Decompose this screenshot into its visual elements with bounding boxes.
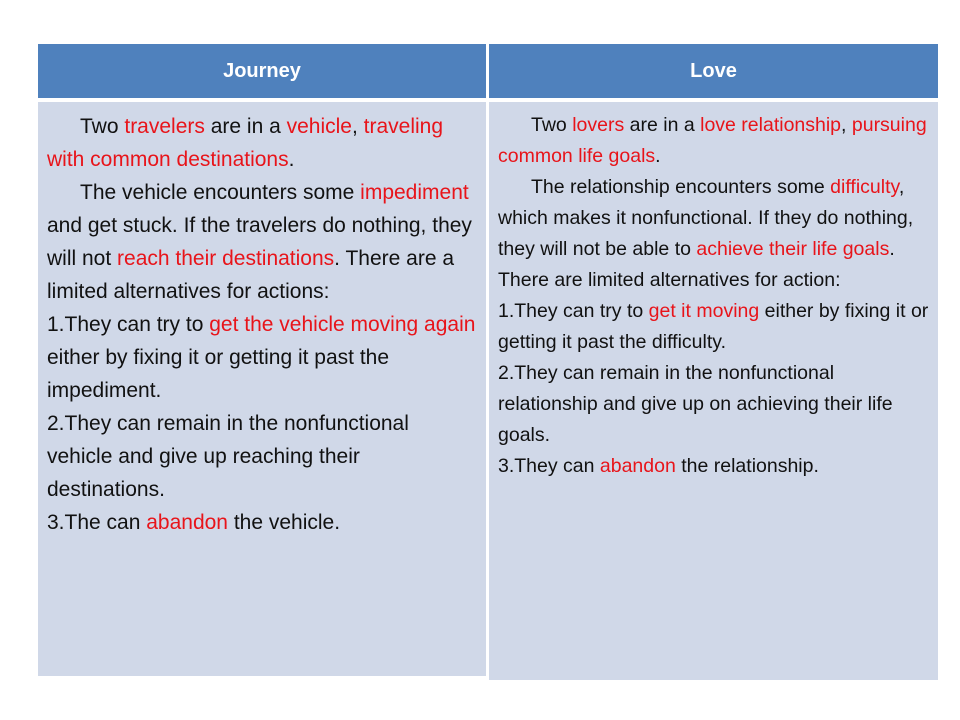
header-love bbox=[489, 44, 938, 98]
highlight-travelers: travelers bbox=[124, 115, 205, 138]
text: are in a bbox=[624, 114, 701, 136]
love-item-3 bbox=[498, 451, 932, 482]
journey-item-1 bbox=[47, 308, 480, 407]
highlight-lovers: lovers bbox=[572, 114, 625, 136]
highlight-common-life-goals: pursuing common life goals bbox=[498, 114, 927, 167]
header-journey bbox=[38, 44, 486, 98]
text: either by fixing it or getting it past the impediment. bbox=[47, 346, 390, 402]
journey-item-2: 2.They can remain in the nonfunctional vehicle and give up reaching their destinations. bbox=[47, 412, 409, 501]
highlight-vehicle: vehicle bbox=[286, 115, 352, 138]
text: , which makes it nonfunctional. If they do nothing, they will not be able to bbox=[498, 176, 914, 260]
text: the vehicle. bbox=[228, 511, 341, 534]
text: . There are limited alternatives for action: bbox=[498, 238, 895, 291]
text: . bbox=[288, 148, 295, 171]
journey-paragraph-1 bbox=[47, 110, 480, 176]
text: , bbox=[351, 115, 364, 138]
text: 1.They can try to bbox=[498, 300, 649, 322]
journey-cell bbox=[38, 102, 486, 676]
text: Two bbox=[80, 115, 125, 138]
text: and get stuck. If the travelers do nothing, they will not bbox=[47, 214, 472, 270]
highlight-love-relationship: love relationship bbox=[700, 114, 842, 136]
love-paragraph-2 bbox=[498, 172, 932, 296]
love-item-2: 2.They can remain in the nonfunctional relationship and give up on achieving their life goals. bbox=[498, 362, 893, 446]
text: either by fixing it or getting it past the difficulty. bbox=[498, 300, 929, 353]
highlight-common-destinations: traveling with common destinations bbox=[47, 115, 444, 171]
journey-paragraph-2 bbox=[47, 176, 480, 308]
text: the relationship. bbox=[675, 455, 819, 477]
comparison-table bbox=[38, 44, 938, 676]
highlight-abandon: abandon bbox=[599, 455, 676, 477]
highlight-impediment: impediment bbox=[360, 181, 469, 204]
journey-item-3 bbox=[47, 506, 480, 539]
header-love-label: Love bbox=[690, 59, 737, 82]
header-journey-label: Journey bbox=[223, 59, 301, 82]
text: . bbox=[655, 145, 661, 167]
text: The relationship encounters some bbox=[531, 176, 831, 198]
text: . There are a limited alternatives for actions: bbox=[47, 247, 455, 303]
text: are in a bbox=[204, 115, 287, 138]
highlight-difficulty: difficulty bbox=[830, 176, 899, 198]
highlight-get-it-moving: get it moving bbox=[648, 300, 760, 322]
highlight-abandon: abandon bbox=[146, 511, 228, 534]
love-paragraph-1 bbox=[498, 110, 932, 172]
text: The vehicle encounters some bbox=[80, 181, 361, 204]
text: 1.They can try to bbox=[47, 313, 210, 336]
love-item-1 bbox=[498, 296, 932, 358]
highlight-achieve-life-goals: achieve their life goals bbox=[696, 238, 890, 260]
love-cell bbox=[489, 102, 938, 680]
highlight-reach-destinations: reach their destinations bbox=[117, 247, 335, 270]
text: Two bbox=[531, 114, 573, 136]
text: , bbox=[841, 114, 852, 136]
highlight-get-vehicle-moving: get the vehicle moving again bbox=[209, 313, 476, 336]
text: 3.The can bbox=[47, 511, 147, 534]
text: 3.They can bbox=[498, 455, 600, 477]
